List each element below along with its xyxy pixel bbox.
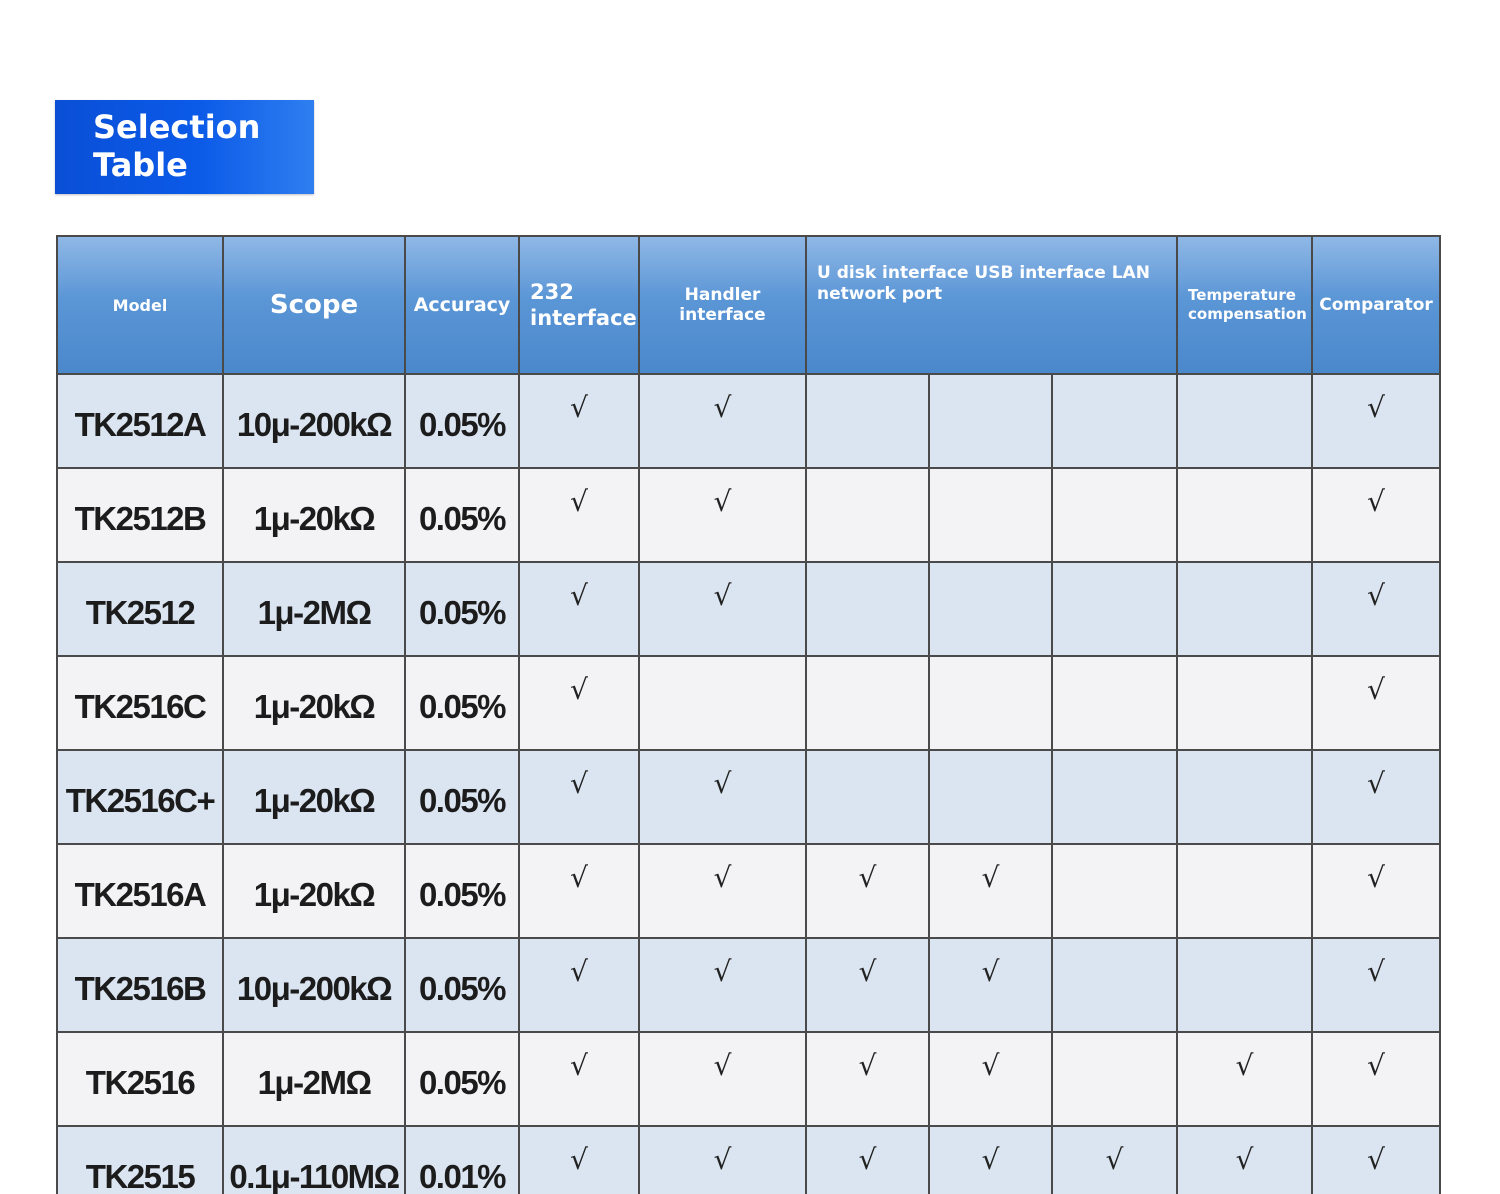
cell-comparator: √ — [1312, 374, 1440, 468]
cell-model: TK2515 — [57, 1126, 223, 1194]
table-row — [57, 844, 1440, 938]
cell-accuracy: 0.05% — [405, 844, 519, 938]
cell-232-interface: √ — [519, 656, 639, 750]
cell-handler-interface: √ — [639, 750, 806, 844]
cell-handler-interface: √ — [639, 844, 806, 938]
cell-handler-interface: √ — [639, 468, 806, 562]
cell-usb-interface — [929, 374, 1052, 468]
header-comparator: Comparator — [1312, 236, 1440, 374]
cell-scope: 1μ-2MΩ — [223, 562, 405, 656]
cell-232-interface: √ — [519, 562, 639, 656]
selection-table-title-box — [55, 100, 314, 194]
cell-handler-interface: √ — [639, 374, 806, 468]
cell-accuracy: 0.01% — [405, 1126, 519, 1194]
cell-comparator: √ — [1312, 468, 1440, 562]
selection-table — [56, 235, 1441, 1194]
cell-comparator: √ — [1312, 656, 1440, 750]
cell-lan-port — [1052, 750, 1177, 844]
cell-comparator: √ — [1312, 1126, 1440, 1194]
cell-232-interface: √ — [519, 750, 639, 844]
cell-temperature-compensation — [1177, 938, 1312, 1032]
cell-lan-port: √ — [1052, 1126, 1177, 1194]
cell-udisk-interface: √ — [806, 1032, 929, 1126]
cell-scope: 1μ-2MΩ — [223, 1032, 405, 1126]
cell-temperature-compensation: √ — [1177, 1126, 1312, 1194]
cell-udisk-interface: √ — [806, 1126, 929, 1194]
cell-scope: 0.1μ-110MΩ — [223, 1126, 405, 1194]
cell-model: TK2516A — [57, 844, 223, 938]
cell-udisk-interface — [806, 468, 929, 562]
cell-temperature-compensation — [1177, 656, 1312, 750]
cell-udisk-interface: √ — [806, 844, 929, 938]
cell-lan-port — [1052, 374, 1177, 468]
table-row — [57, 374, 1440, 468]
cell-temperature-compensation: √ — [1177, 1032, 1312, 1126]
cell-temperature-compensation — [1177, 468, 1312, 562]
cell-lan-port — [1052, 656, 1177, 750]
cell-accuracy: 0.05% — [405, 1032, 519, 1126]
cell-scope: 1μ-20kΩ — [223, 468, 405, 562]
cell-accuracy: 0.05% — [405, 656, 519, 750]
cell-lan-port — [1052, 844, 1177, 938]
table-row — [57, 938, 1440, 1032]
cell-usb-interface — [929, 468, 1052, 562]
cell-handler-interface: √ — [639, 562, 806, 656]
cell-usb-interface — [929, 562, 1052, 656]
cell-model: TK2516C+ — [57, 750, 223, 844]
table-row — [57, 750, 1440, 844]
cell-accuracy: 0.05% — [405, 374, 519, 468]
cell-232-interface: √ — [519, 844, 639, 938]
cell-232-interface: √ — [519, 1032, 639, 1126]
cell-model: TK2516 — [57, 1032, 223, 1126]
header-232-interface: 232 interface — [519, 236, 639, 374]
cell-udisk-interface — [806, 374, 929, 468]
cell-usb-interface: √ — [929, 844, 1052, 938]
cell-model: TK2512B — [57, 468, 223, 562]
cell-temperature-compensation — [1177, 374, 1312, 468]
cell-model: TK2512 — [57, 562, 223, 656]
cell-232-interface: √ — [519, 468, 639, 562]
cell-handler-interface: √ — [639, 938, 806, 1032]
table-body — [57, 374, 1440, 1194]
cell-lan-port — [1052, 468, 1177, 562]
cell-232-interface: √ — [519, 1126, 639, 1194]
header-scope: Scope — [223, 236, 405, 374]
cell-model: TK2512A — [57, 374, 223, 468]
cell-usb-interface — [929, 750, 1052, 844]
cell-model: TK2516C — [57, 656, 223, 750]
table-row — [57, 1126, 1440, 1194]
cell-comparator: √ — [1312, 1032, 1440, 1126]
cell-comparator: √ — [1312, 844, 1440, 938]
cell-scope: 1μ-20kΩ — [223, 750, 405, 844]
cell-usb-interface: √ — [929, 938, 1052, 1032]
table-header-row — [57, 236, 1440, 374]
selection-table-title: Selection Table — [93, 108, 261, 184]
header-handler-interface: Handler interface — [639, 236, 806, 374]
cell-lan-port — [1052, 562, 1177, 656]
cell-accuracy: 0.05% — [405, 750, 519, 844]
cell-handler-interface: √ — [639, 1032, 806, 1126]
cell-comparator: √ — [1312, 562, 1440, 656]
cell-lan-port — [1052, 938, 1177, 1032]
cell-232-interface: √ — [519, 938, 639, 1032]
cell-lan-port — [1052, 1032, 1177, 1126]
table-row — [57, 1032, 1440, 1126]
header-udisk-usb-lan: U disk interface USB interface LAN network port — [806, 236, 1177, 374]
cell-udisk-interface — [806, 562, 929, 656]
cell-scope: 1μ-20kΩ — [223, 656, 405, 750]
cell-usb-interface: √ — [929, 1032, 1052, 1126]
table-row — [57, 562, 1440, 656]
cell-scope: 1μ-20kΩ — [223, 844, 405, 938]
cell-accuracy: 0.05% — [405, 562, 519, 656]
cell-232-interface: √ — [519, 374, 639, 468]
table-row — [57, 468, 1440, 562]
cell-comparator: √ — [1312, 750, 1440, 844]
table-row — [57, 656, 1440, 750]
header-temperature-compensation: Temperature compensation — [1177, 236, 1312, 374]
cell-temperature-compensation — [1177, 844, 1312, 938]
cell-udisk-interface — [806, 750, 929, 844]
cell-comparator: √ — [1312, 938, 1440, 1032]
cell-usb-interface — [929, 656, 1052, 750]
cell-udisk-interface — [806, 656, 929, 750]
cell-scope: 10μ-200kΩ — [223, 938, 405, 1032]
cell-udisk-interface: √ — [806, 938, 929, 1032]
header-model: Model — [57, 236, 223, 374]
cell-accuracy: 0.05% — [405, 938, 519, 1032]
cell-accuracy: 0.05% — [405, 468, 519, 562]
cell-temperature-compensation — [1177, 562, 1312, 656]
cell-temperature-compensation — [1177, 750, 1312, 844]
cell-handler-interface: √ — [639, 1126, 806, 1194]
cell-usb-interface: √ — [929, 1126, 1052, 1194]
cell-scope: 10μ-200kΩ — [223, 374, 405, 468]
cell-handler-interface — [639, 656, 806, 750]
header-accuracy: Accuracy — [405, 236, 519, 374]
cell-model: TK2516B — [57, 938, 223, 1032]
